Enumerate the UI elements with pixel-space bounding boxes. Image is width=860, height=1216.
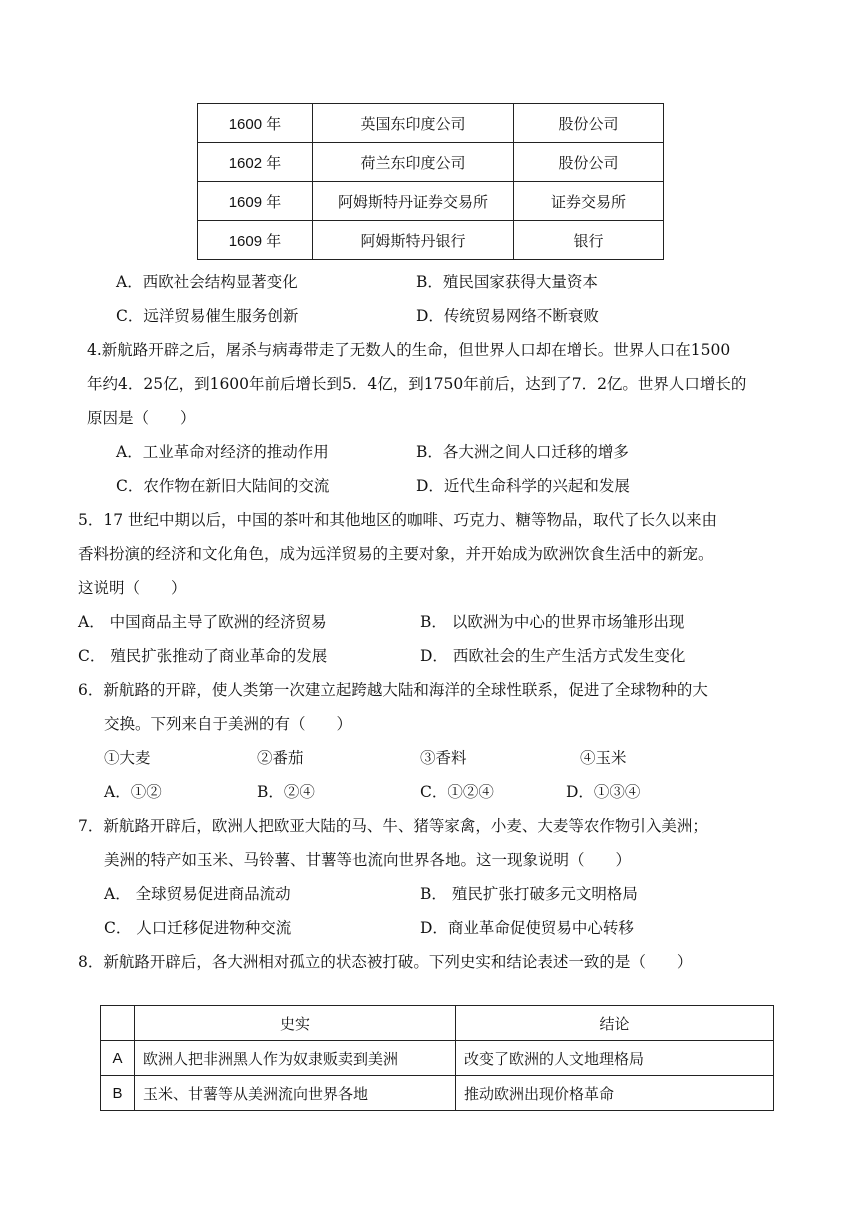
q4-stem-line-3: 原因是（ ）: [87, 409, 196, 427]
q4-stem-line-2: 年约4．25亿，到1600年前后增长到5．4亿，到1750年前后，达到了7．2亿。世界人口增长的: [87, 375, 747, 393]
q5-option-c: C． 殖民扩张推动了商业革命的发展: [78, 647, 328, 665]
option-label-cell: B: [101, 1076, 135, 1111]
q6-item-3: ③香料: [420, 749, 467, 767]
q6-item-1: ①大麦: [104, 749, 151, 767]
q4-option-a: A．工业革命对经济的推动作用: [116, 443, 329, 461]
q5-stem-line-2: 香料扮演的经济和文化角色，成为远洋贸易的主要对象，并开始成为欧洲饮食生活中的新宠。: [78, 545, 714, 563]
q8-stem: 8．新航路开辟后，各大洲相对孤立的状态被打破。下列史实和结论表述一致的是（ ）: [78, 953, 693, 971]
table-row: [198, 221, 664, 260]
conclusion-cell: 改变了欧洲的人文地理格局: [456, 1041, 774, 1076]
year-cell: 1609 年: [198, 221, 313, 260]
type-cell: 银行: [514, 221, 664, 260]
q7-option-c: C． 人口迁移促进物种交流: [104, 919, 292, 937]
year-cell: 1600 年: [198, 104, 313, 143]
institution-cell: 荷兰东印度公司: [313, 143, 514, 182]
table-row: [198, 182, 664, 221]
q7-option-a: A． 全球贸易促进商品流动: [104, 885, 291, 903]
type-cell: 股份公司: [514, 104, 664, 143]
q5-option-a: A． 中国商品主导了欧洲的经济贸易: [78, 613, 327, 631]
q6-option-b: B．②④: [257, 783, 315, 801]
table-row: [198, 143, 664, 182]
q3-option-d: D．传统贸易网络不断衰败: [416, 307, 599, 325]
q4-stem-line-1: 4.新航路开辟之后，屠杀与病毒带走了无数人的生命，但世界人口却在增长。世界人口在1500: [87, 341, 731, 359]
q6-item-2: ②番茄: [257, 749, 304, 767]
q7-stem-line-2: 美洲的特产如玉米、马铃薯、甘薯等也流向世界各地。这一现象说明（ ）: [104, 851, 632, 869]
q6-option-c: C．①②④: [420, 783, 494, 801]
q7-stem-line-1: 7．新航路开辟后，欧洲人把欧亚大陆的马、牛、猪等家禽，小麦、大麦等农作物引入美洲；: [78, 817, 708, 835]
year-cell: 1602 年: [198, 143, 313, 182]
header-fact-cell: 史实: [135, 1006, 456, 1041]
institution-cell: 阿姆斯特丹证券交易所: [313, 182, 514, 221]
type-cell: 股份公司: [514, 143, 664, 182]
q5-stem-line-3: 这说明（ ）: [78, 579, 187, 597]
q4-option-b: B．各大洲之间人口迁移的增多: [416, 443, 629, 461]
fact-cell: 欧洲人把非洲黑人作为奴隶贩卖到美洲: [135, 1041, 456, 1076]
q6-option-d: D．①③④: [566, 783, 641, 801]
header-option-cell: [101, 1006, 135, 1041]
q4-option-c: C．农作物在新旧大陆间的交流: [116, 477, 330, 495]
institution-cell: 英国东印度公司: [313, 104, 514, 143]
conclusion-cell: 推动欧洲出现价格革命: [456, 1076, 774, 1111]
q6-stem-line-2: 交换。下列来自于美洲的有（ ）: [104, 715, 353, 733]
option-label-cell: A: [101, 1041, 135, 1076]
year-cell: 1609 年: [198, 182, 313, 221]
type-cell: 证券交易所: [514, 182, 664, 221]
company-table: [197, 103, 664, 260]
institution-cell: 阿姆斯特丹银行: [313, 221, 514, 260]
q7-option-d: D．商业革命促使贸易中心转移: [420, 919, 634, 937]
table-row: [101, 1076, 774, 1111]
header-conclusion-cell: 结论: [456, 1006, 774, 1041]
q3-option-a: A．西欧社会结构显著变化: [116, 273, 298, 291]
q5-option-d: D． 西欧社会的生产生活方式发生变化: [420, 647, 686, 665]
table-row: [101, 1041, 774, 1076]
fact-cell: 玉米、甘薯等从美洲流向世界各地: [135, 1076, 456, 1111]
q3-option-c: C．远洋贸易催生服务创新: [116, 307, 299, 325]
q6-item-4: ④玉米: [580, 749, 627, 767]
q3-option-b: B．殖民国家获得大量资本: [416, 273, 598, 291]
q5-option-b: B． 以欧洲为中心的世界市场雏形出现: [420, 613, 685, 631]
q4-option-d: D．近代生命科学的兴起和发展: [416, 477, 630, 495]
q6-option-a: A．①②: [104, 783, 162, 801]
fact-conclusion-table: [100, 1005, 774, 1111]
q5-stem-line-1: 5．17 世纪中期以后，中国的茶叶和其他地区的咖啡、巧克力、糖等物品，取代了长久以来由: [78, 511, 718, 529]
table-header-row: [101, 1006, 774, 1041]
table-row: [198, 104, 664, 143]
q7-option-b: B． 殖民扩张打破多元文明格局: [420, 885, 638, 903]
q6-stem-line-1: 6．新航路的开辟，使人类第一次建立起跨越大陆和海洋的全球性联系，促进了全球物种的大: [78, 681, 708, 699]
